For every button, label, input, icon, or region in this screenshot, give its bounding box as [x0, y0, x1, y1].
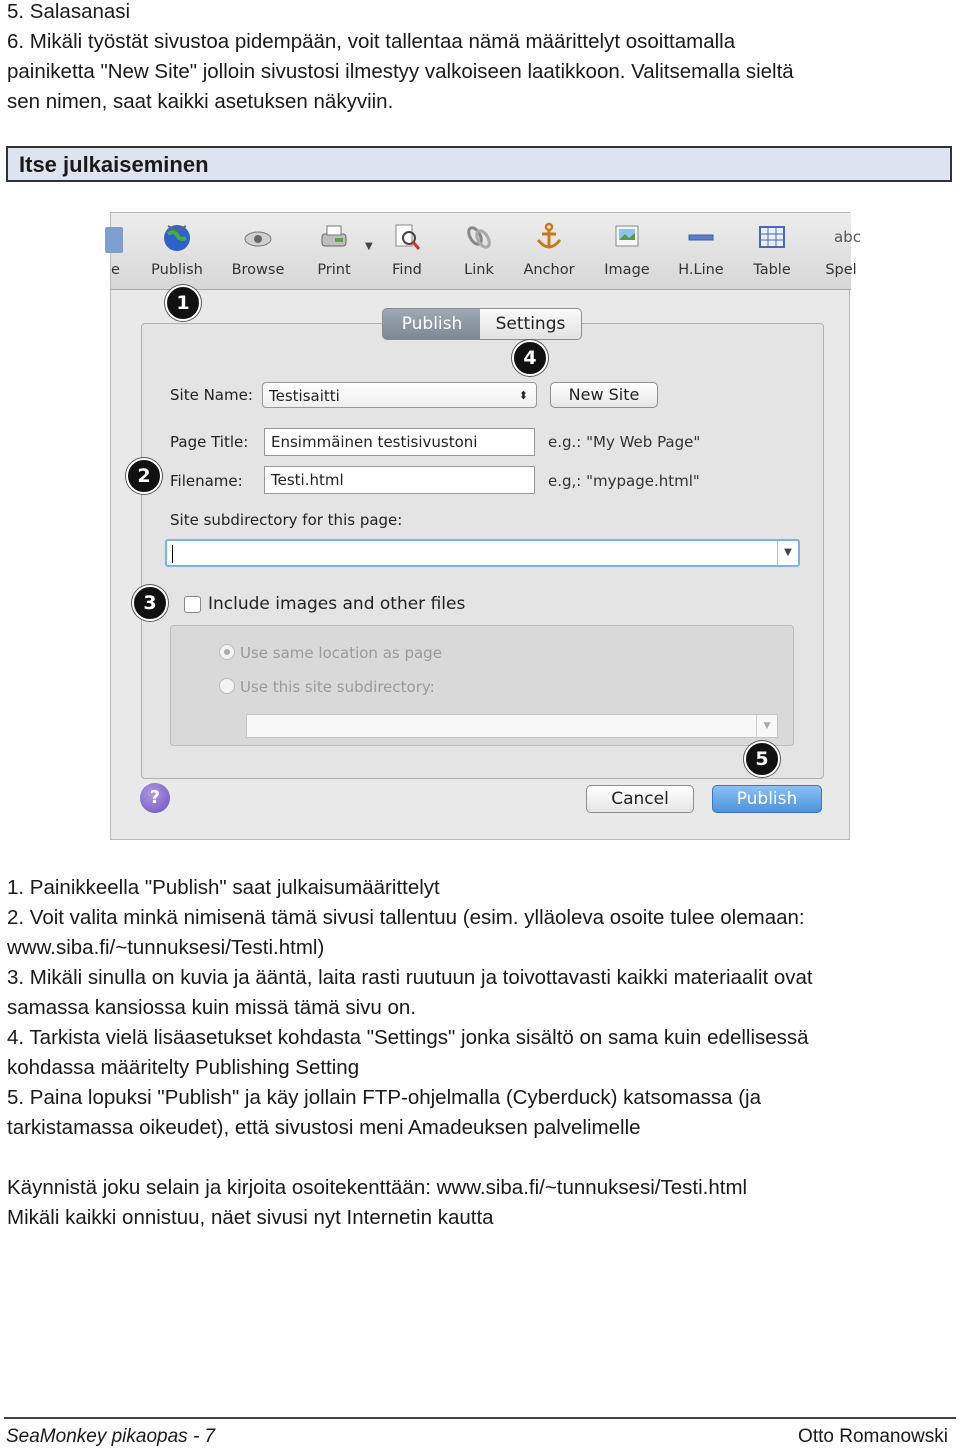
- radio-same-location-label: Use same location as page: [240, 644, 442, 662]
- toolbar-print[interactable]: Print: [304, 213, 364, 278]
- step-line-6: 4. Tarkista vielä lisäasetukset kohdasta "Settings" jonka sisältö on sama kuin edellisessä: [7, 1026, 809, 1049]
- new-site-button[interactable]: New Site: [550, 382, 658, 408]
- radio-site-subdirectory[interactable]: [219, 678, 235, 694]
- step-line-9: tarkistamassa oikeudet), että sivustosi meni Amadeuksen palvelimelle: [7, 1116, 641, 1139]
- step-line-2: 2. Voit valita minkä nimisenä tämä sivusi tallentuu (esim. ylläoleva osoite tulee olemaan:: [7, 906, 805, 929]
- toolbar-browse[interactable]: Browse: [228, 213, 288, 278]
- page-title-input[interactable]: Ensimmäinen testisivustoni: [264, 428, 535, 456]
- intro-line-2: 6. Mikäli työstät sivustoa pidempään, voit tallentaa nämä määrittelyt osoittamalla: [7, 30, 736, 53]
- svg-text:abc: abc: [834, 228, 861, 246]
- site-name-select[interactable]: Testisaitti ⬍: [262, 382, 537, 408]
- cancel-button[interactable]: Cancel: [586, 785, 694, 813]
- anchor-icon: [534, 222, 564, 252]
- help-icon[interactable]: ?: [140, 783, 170, 813]
- printer-icon: [319, 222, 349, 252]
- composer-toolbar: [111, 213, 861, 290]
- section-header: [6, 146, 952, 182]
- toolbar-link[interactable]: Link: [449, 213, 509, 278]
- seamonkey-publish-screenshot: [110, 212, 861, 840]
- tab-publish[interactable]: Publish: [382, 308, 482, 340]
- footer-left: SeaMonkey pikaopas - 7: [6, 1426, 216, 1447]
- table-icon: [757, 222, 787, 252]
- print-dropdown-arrow-icon[interactable]: ▼: [365, 241, 373, 252]
- text-cursor: [172, 545, 173, 563]
- radio-same-location[interactable]: [219, 644, 235, 660]
- filename-hint: e.g,: "mypage.html": [548, 472, 700, 490]
- callout-badge-2: 2: [126, 458, 162, 494]
- dropdown-arrow-icon[interactable]: ▼: [756, 715, 777, 737]
- toolbar-table[interactable]: Table: [742, 213, 802, 278]
- include-files-checkbox[interactable]: [184, 596, 201, 613]
- toolbar-image[interactable]: Image: [597, 213, 657, 278]
- step-line-8: 5. Paina lopuksi "Publish" ja käy jollain FTP-ohjelmalla (Cyberduck) katsomassa (ja: [7, 1086, 762, 1109]
- step-line-1: 1. Painikkeella "Publish" saat julkaisumäärittelyt: [7, 876, 440, 899]
- step-line-7: kohdassa määritelty Publishing Setting: [7, 1056, 360, 1079]
- intro-line-1: 5. Salasanasi: [7, 0, 131, 23]
- toolbar-hline[interactable]: H.Line: [671, 213, 731, 278]
- section-title: Itse julkaiseminen: [19, 152, 209, 177]
- publish-button[interactable]: Publish: [712, 785, 822, 813]
- callout-badge-5: 5: [744, 741, 780, 777]
- select-arrows-icon: ⬍: [518, 389, 528, 402]
- save-icon: [105, 227, 123, 253]
- step-line-3: www.siba.fi/~tunnuksesi/Testi.html): [7, 936, 325, 959]
- filename-input[interactable]: Testi.html: [264, 466, 535, 494]
- callout-badge-4: 4: [512, 340, 548, 376]
- spellcheck-icon: [826, 222, 861, 252]
- eye-icon: [243, 222, 273, 252]
- closing-line-1: Käynnistä joku selain ja kirjoita osoitekenttään: www.siba.fi/~tunnuksesi/Testi.html: [7, 1176, 748, 1199]
- footer-right: Otto Romanowski: [798, 1426, 948, 1447]
- subdirectory-label: Site subdirectory for this page:: [170, 511, 403, 529]
- partial-label: e: [111, 262, 120, 278]
- tab-settings[interactable]: Settings: [480, 308, 582, 340]
- picture-icon: [612, 222, 642, 252]
- footer-divider: [4, 1417, 956, 1419]
- globe-icon: [162, 222, 192, 252]
- include-files-label: Include images and other files: [208, 594, 466, 614]
- intro-line-4: sen nimen, saat kaikki asetuksen näkyviin.: [7, 90, 394, 113]
- toolbar-find[interactable]: Find: [377, 213, 437, 278]
- intro-line-3: painiketta "New Site" jolloin sivustosi ilmestyy valkoiseen laatikkoon. Valitsemalla sieltä: [7, 60, 794, 83]
- closing-line-2: Mikäli kaikki onnistuu, näet sivusi nyt Internetin kautta: [7, 1206, 494, 1229]
- radio-site-subdirectory-label: Use this site subdirectory:: [240, 678, 435, 696]
- step-line-4: 3. Mikäli sinulla on kuvia ja ääntä, laita rasti ruutuun ja toivottavasti kaikki materiaalit ovat: [7, 966, 813, 989]
- dropdown-arrow-icon[interactable]: ▼: [777, 541, 798, 565]
- callout-badge-1: 1: [165, 285, 201, 321]
- page-title-hint: e.g.: "My Web Page": [548, 433, 701, 451]
- site-name-label: Site Name:: [170, 386, 253, 404]
- toolbar-publish[interactable]: Publish: [147, 213, 207, 278]
- callout-badge-3: 3: [132, 585, 168, 621]
- chain-link-icon: [464, 222, 494, 252]
- filename-label: Filename:: [170, 472, 243, 490]
- page-title-label: Page Title:: [170, 433, 249, 451]
- site-subdirectory-combobox[interactable]: [246, 714, 778, 738]
- step-line-5: samassa kansiossa kuin missä tämä sivu on.: [7, 996, 417, 1019]
- magnifier-icon: [392, 222, 422, 252]
- subdirectory-combobox[interactable]: [165, 539, 800, 567]
- toolbar-spell[interactable]: abc Spel: [811, 213, 871, 278]
- toolbar-anchor[interactable]: Anchor: [519, 213, 579, 278]
- horizontal-line-icon: [686, 222, 716, 252]
